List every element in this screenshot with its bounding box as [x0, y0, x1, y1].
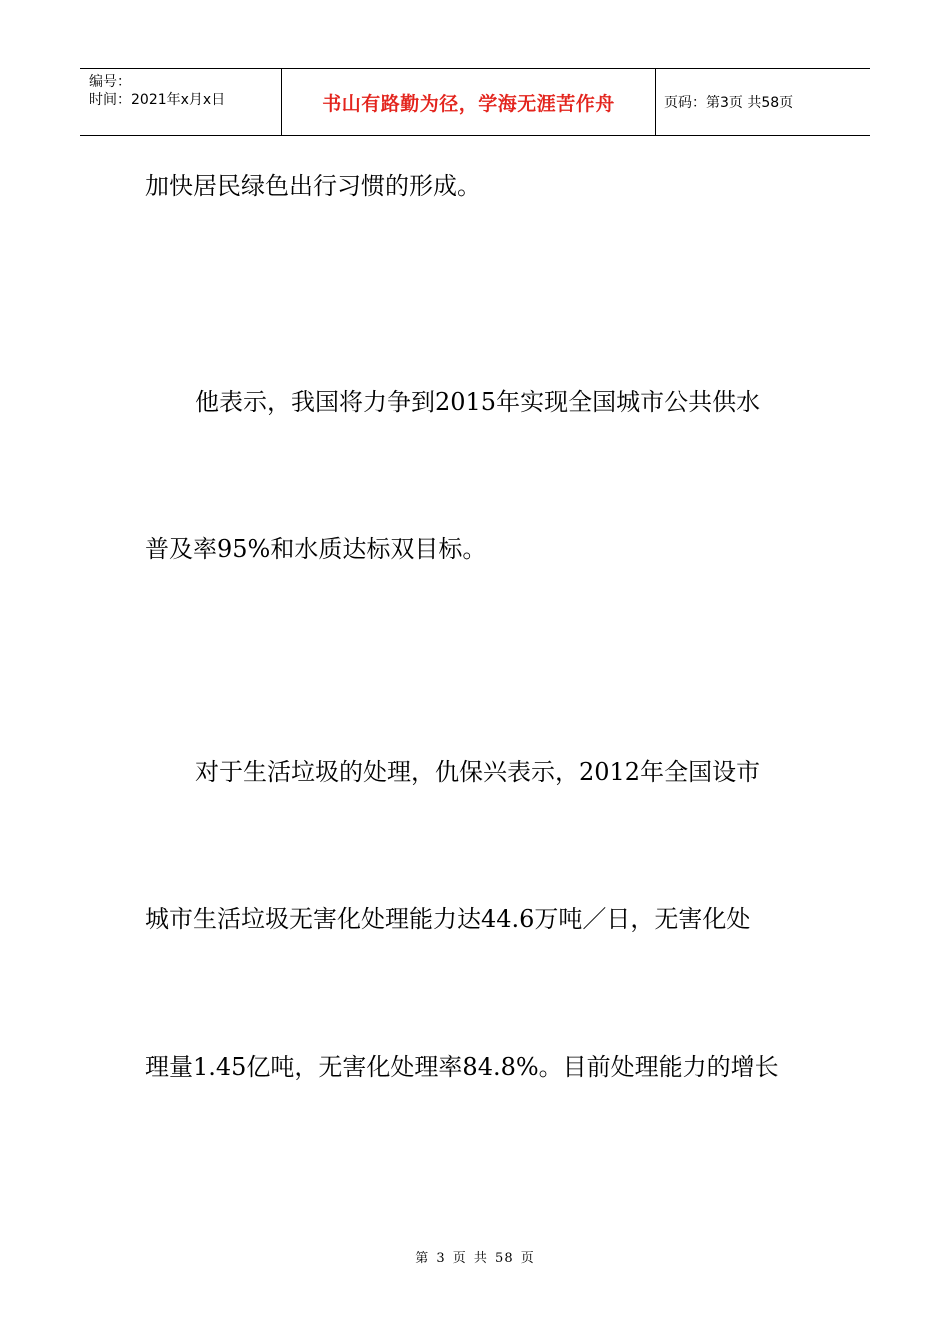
body-line: 加快居民绿色出行习惯的形成。 [145, 172, 481, 200]
document-header [80, 68, 870, 136]
body-line: 理量1.45亿吨，无害化处理率84.8%。目前处理能力的增长 [145, 1053, 779, 1081]
header-motto: 书山有路勤为径，学海无涯苦作舟 [322, 92, 615, 115]
header-page-cell [656, 69, 870, 135]
body-line: 城市生活垃圾无害化处理能力达44.6万吨／日，无害化处 [145, 905, 751, 933]
header-page-info: 页码：第3页 共58页 [664, 95, 794, 111]
page-footer: 第 3 页 共 58 页 [415, 1251, 535, 1266]
document-number-label: 编号： [89, 74, 131, 90]
body-line: 对于生活垃圾的处理，仇保兴表示，2012年全国设市 [195, 758, 761, 786]
header-motto-cell [282, 69, 656, 135]
document-time-label: 时间：2021年x月x日 [89, 92, 226, 108]
body-line: 普及率95%和水质达标双目标。 [145, 535, 487, 563]
header-meta-cell [80, 69, 282, 135]
body-line: 他表示，我国将力争到2015年实现全国城市公共供水 [195, 388, 761, 416]
